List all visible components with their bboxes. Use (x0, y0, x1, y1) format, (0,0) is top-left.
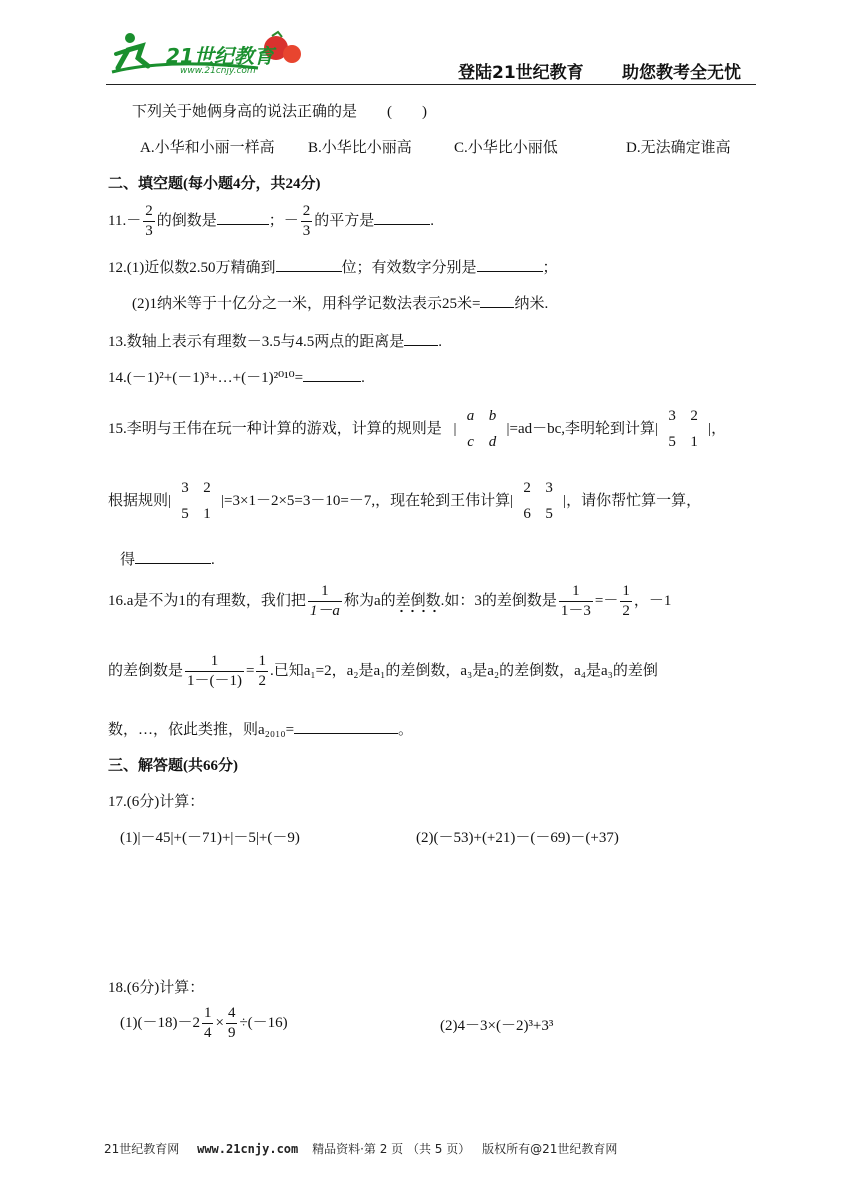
fraction-2-3: $\frac{2}{3}$ (145, 203, 153, 240)
section-title-fill-in: 二、填空题(每小题4分，共24分) (108, 176, 321, 192)
answer-blank[interactable] (294, 719, 398, 734)
question-15-line1: 15.李明与王伟在玩一种计算的游戏，计算的规则是 | a b c d |=ad－bc,李明轮到计算| 3 2 5 1 |， (108, 398, 726, 460)
matrix-2365: 2 3 6 5 (523, 480, 553, 522)
matrix-abcd: a b c d (466, 408, 497, 450)
option-d: D.无法确定谁高 (626, 140, 731, 156)
answer-blank[interactable] (374, 210, 430, 225)
question-16-line1: 16.a是不为1的有理数，我们把 $\frac{1}{1-a}$ 称为a的差倒数.如：3的差倒数是 $\frac{1}{1-3}$ =－ $\frac{1}{2}$ ，－1 (108, 583, 672, 620)
question-16-line3: 数，…，依此类推，则a₂₀₁₀= 。 (108, 718, 413, 739)
option-c: C.小华比小丽低 (454, 140, 558, 156)
fraction: $\frac{4}{9}$ (227, 1005, 236, 1042)
fraction: $\frac{1}{1-3}$ (560, 583, 591, 620)
question-18-part2: (2)4－3×(－2)³+3³ (440, 1018, 554, 1034)
question-18-stem: 18.(6分)计算： (108, 980, 205, 996)
footer (104, 1140, 617, 1157)
question-stem-height: 下列关于她俩身高的说法正确的是 ( ) (132, 104, 427, 120)
question-12-line2: (2)1纳米等于十亿分之一米，用科学记数法表示25米= 纳米. (132, 292, 548, 313)
matrix-3251: 3 2 5 1 (668, 408, 698, 450)
footer-copyright: 版权所有@21世纪教育网 (482, 1142, 618, 1156)
header-slogan-left: 登陆21世纪教育 (458, 63, 584, 83)
header-logo (108, 28, 308, 82)
fraction: $\frac{1}{2}$ (258, 653, 266, 690)
answer-blank[interactable] (303, 367, 361, 382)
fraction-1-over-1-minus-a: $\frac{1}{1-a}$ (309, 583, 340, 620)
fraction: $\frac{1}{2}$ (622, 583, 630, 620)
answer-blank[interactable] (217, 210, 269, 225)
answer-blank[interactable] (404, 331, 438, 346)
option-b: B.小华比小丽高 (308, 140, 412, 156)
logo-text: 21世纪教育 (166, 44, 274, 68)
section-title-solutions: 三、解答题(共66分) (108, 758, 238, 774)
question-17-stem: 17.(6分)计算： (108, 794, 205, 810)
header-rule (106, 84, 756, 85)
answer-blank[interactable] (480, 293, 514, 308)
answer-blank[interactable] (135, 549, 211, 564)
question-11: 11.－ $\frac{2}{3}$ 的倒数是 ；－ $\frac{2}{3}$ 的平方是 . (108, 203, 434, 240)
matrix-3251: 3 2 5 1 (181, 480, 211, 522)
question-17-part1: (1)|－45|+(－71)+|－5|+(－9) (120, 830, 300, 846)
footer-url[interactable]: www.21cnjy.com (197, 1142, 299, 1156)
question-12-line1: 12.(1)近似数2.50万精确到 位；有效数字分别是 ； (108, 256, 558, 277)
footer-page-info: 精品资料·第 2 页 （共 5 页） (312, 1142, 471, 1156)
fraction: $\frac{1}{4}$ (203, 1005, 212, 1042)
answer-blank[interactable] (477, 257, 543, 272)
question-17-part2: (2)(－53)+(+21)－(－69)－(+37) (416, 830, 619, 846)
header-slogan-right: 助您教考全无忧 (622, 63, 741, 83)
question-15-line3: 得 . (120, 548, 215, 569)
question-15-line2: 根据规则| 3 2 5 1 |=3×1－2×5=3－10=－7,，现在轮到王伟计算| 2 3 6 5 |，请你帮忙算一算， (108, 470, 701, 532)
question-18-part1: (1)(－18)－2 $\frac{1}{4}$ × $\frac{4}{9}$ ÷(－16) (120, 1005, 288, 1042)
logo-url: www.21cnjy.com (180, 66, 256, 76)
emphasized-term: 差倒数 (396, 593, 441, 613)
question-13: 13.数轴上表示有理数－3.5与4.5两点的距离是 . (108, 330, 442, 351)
fraction-2-3: $\frac{2}{3}$ (302, 203, 311, 240)
answer-blank[interactable] (276, 257, 342, 272)
question-14: 14.(－1)²+(－1)³+…+(－1)²⁰¹⁰= . (108, 366, 365, 387)
option-a: A.小华和小丽一样高 (140, 140, 275, 156)
fraction: $\frac{1}{1-(-1)}$ (187, 653, 243, 690)
footer-site: 21世纪教育网 (104, 1142, 180, 1156)
question-16-line2: 的差倒数是 $\frac{1}{1-(-1)}$ = $\frac{1}{2}$ .已知a₁=2，a₂是a₁的差倒数，a₃是a₂的差倒数，a₄是a₃的差倒 (108, 653, 658, 690)
